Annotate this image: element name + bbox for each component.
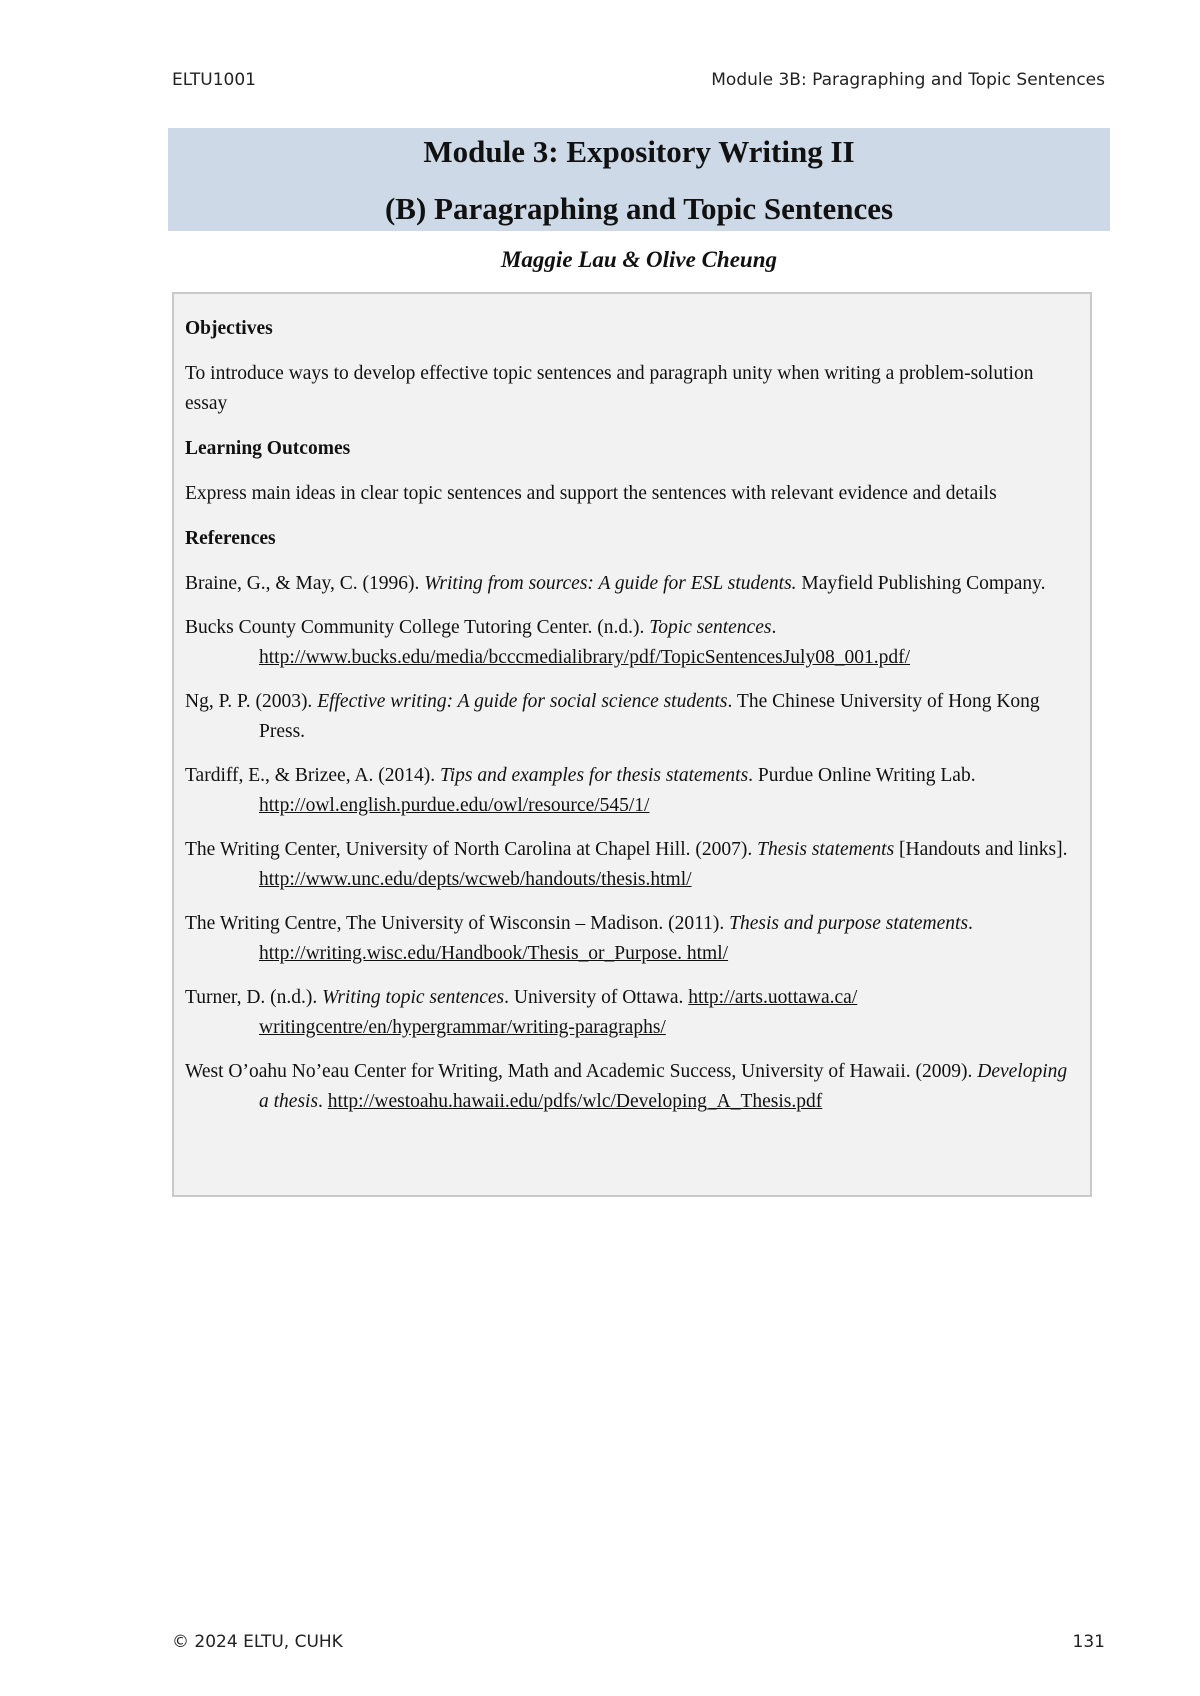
- reference-authors: Braine, G., & May, C. (1996).: [185, 573, 425, 594]
- reference-link[interactable]: http://arts.uottawa.ca/ writingcentre/en/hypergrammar/writing-paragraphs/: [259, 987, 858, 1038]
- running-header: [172, 70, 1105, 94]
- reference-item: [185, 983, 1080, 1043]
- reference-source: . The Chinese University of Hong Kong Press.: [259, 691, 1040, 742]
- reference-authors: Ng, P. P. (2003).: [185, 691, 318, 712]
- reference-title: Developing a thesis: [259, 1061, 1068, 1112]
- reference-source: Mayfield Publishing Company.: [796, 573, 1046, 594]
- reference-authors: The Writing Center, University of North Carolina at Chapel Hill. (2007).: [185, 839, 758, 860]
- reference-link[interactable]: http://westoahu.hawaii.edu/pdfs/wlc/Developing_A_Thesis.pdf: [327, 1091, 823, 1112]
- reference-item: [185, 909, 1080, 969]
- title-band: [168, 128, 1110, 231]
- learning-outcomes-heading: Learning Outcomes: [185, 438, 351, 459]
- reference-source: . Purdue Online Writing Lab.: [748, 765, 976, 786]
- reference-title: Effective writing: A guide for social science students: [317, 691, 728, 712]
- reference-item: [185, 569, 1080, 599]
- module-subtitle: (B) Paragraphing and Topic Sentences: [384, 191, 894, 226]
- reference-title: Thesis and purpose statements: [729, 913, 969, 934]
- reference-source: .: [968, 913, 973, 934]
- learning-outcomes-text: Express main ideas in clear topic sentences and support the sentences with relevant evidence and details: [185, 483, 997, 504]
- reference-source: . University of Ottawa.: [504, 987, 689, 1008]
- copyright-notice: © 2024 ELTU, CUHK: [172, 1632, 343, 1652]
- reference-link[interactable]: http://www.bucks.edu/media/bcccmedialibrary/pdf/TopicSentencesJuly08_001.pdf/: [259, 647, 911, 668]
- reference-title: Tips and examples for thesis statements: [439, 765, 749, 786]
- reference-source: .: [318, 1091, 328, 1112]
- reference-item: [185, 613, 1080, 673]
- reference-list: [185, 569, 1080, 1117]
- reference-title: Topic sentences: [649, 617, 772, 638]
- reference-link[interactable]: http://owl.english.purdue.edu/owl/resource/545/1/: [259, 795, 650, 816]
- reference-link[interactable]: http://writing.wisc.edu/Handbook/Thesis_or_Purpose. html/: [259, 943, 729, 964]
- objectives-text: To introduce ways to develop effective topic sentences and paragraph unity when writing a problem-solution essay: [185, 363, 1034, 414]
- reference-authors: West O’oahu No’eau Center for Writing, Math and Academic Success, University of Hawaii. (2009).: [185, 1061, 978, 1082]
- page-footer: [172, 1632, 1105, 1656]
- course-code: ELTU1001: [172, 70, 256, 90]
- authors: Maggie Lau & Olive Cheung: [500, 247, 777, 272]
- module-title: Module 3: Expository Writing II: [423, 134, 855, 169]
- info-box: [172, 292, 1092, 1197]
- objectives-heading: Objectives: [185, 318, 273, 339]
- reference-source: .: [771, 617, 777, 638]
- reference-title: Writing from sources: A guide for ESL students.: [424, 573, 797, 594]
- module-label: Module 3B: Paragraphing and Topic Sentences: [711, 70, 1105, 90]
- reference-title: Writing topic sentences: [322, 987, 505, 1008]
- reference-title: Thesis statements: [757, 839, 895, 860]
- reference-authors: Bucks County Community College Tutoring Center. (n.d.).: [185, 617, 650, 638]
- reference-authors: Tardiff, E., & Brizee, A. (2014).: [185, 765, 440, 786]
- page-number: 131: [1072, 1632, 1105, 1652]
- references-heading: References: [185, 528, 276, 549]
- reference-link[interactable]: http://www.unc.edu/depts/wcweb/handouts/thesis.html/: [259, 869, 692, 890]
- reference-authors: Turner, D. (n.d.).: [185, 987, 323, 1008]
- reference-item: [185, 761, 1080, 821]
- reference-item: [185, 835, 1080, 895]
- reference-authors: The Writing Centre, The University of Wisconsin – Madison. (2011).: [185, 913, 730, 934]
- reference-item: [185, 687, 1080, 747]
- reference-item: [185, 1057, 1080, 1117]
- reference-source: [Handouts and links].: [894, 839, 1068, 860]
